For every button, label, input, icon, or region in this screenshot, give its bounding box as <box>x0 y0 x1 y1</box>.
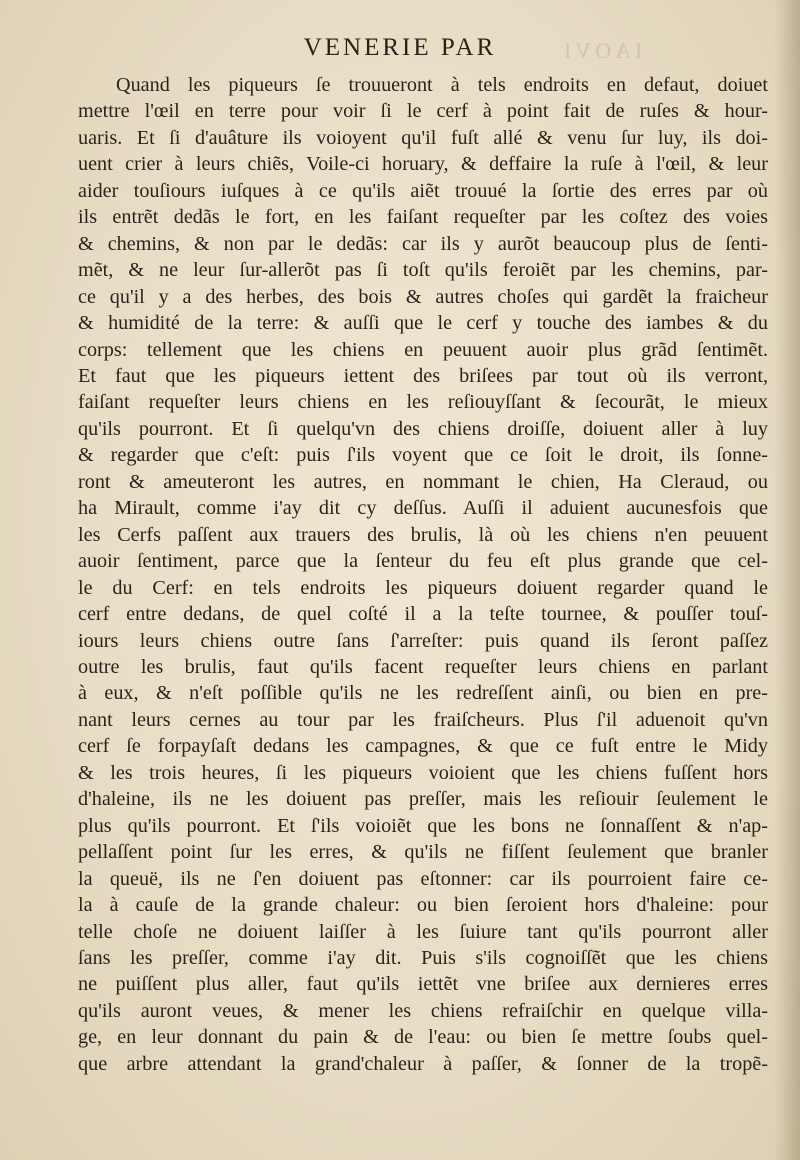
text-line: & regarder que c'eſt: puis ſ'ils voyent que ce ſoit le droit, ils ſonne- <box>78 444 768 467</box>
text-line: auoir ſentiment, parce que la ſenteur du feu eſt plus grande que cel- <box>78 550 768 573</box>
running-head: VENERIE PAR <box>303 34 497 61</box>
text-line: outre les brulis, faut qu'ils facent requeſter leurs chiens en parlant <box>78 655 768 678</box>
text-line: cerf entre dedans, de quel coſté il a la teſte tournee, & pouſſer touſ- <box>78 603 768 626</box>
text-line: pellaſſent point ſur les erres, & qu'ils ne fiſſent ſeulement que branler <box>78 841 768 864</box>
text-line: ils entrẽt dedãs le fort, en les faiſant requeſter par les coſtez des voies <box>78 206 768 229</box>
text-line: telle choſe ne doiuent laiſſer à les ſuiure tant qu'ils pourront aller <box>78 920 768 943</box>
text-line: nant leurs cernes au tour par les fraiſcheurs. Plus ſ'il aduenoit qu'vn <box>78 708 768 731</box>
text-line: ce qu'il y a des herbes, des bois & autres choſes qui gardẽt la fraicheur <box>78 285 768 308</box>
text-line: qu'ils auront veues, & mener les chiens refraiſchir en quelque villa- <box>78 999 768 1022</box>
text-line: le du Cerf: en tels endroits les piqueurs doiuent regarder quand le <box>78 576 768 599</box>
text-line: à eux, & n'eſt poſſible qu'ils ne les redreſſent ainſi, ou bien en pre- <box>78 682 768 705</box>
bleed-through-text: IAOVI <box>560 38 643 63</box>
text-line: uaris. Et ſi d'auâture ils voioyent qu'il fuſt allé & venu ſur luy, ils doi- <box>78 126 768 149</box>
text-line: plus qu'ils pourront. Et ſ'ils voioiẽt que les bons ne ſonnaſſent & n'ap- <box>78 814 768 837</box>
text-line: & les trois heures, ſi les piqueurs voioient que les chiens fuſſent hors <box>78 761 768 784</box>
text-line: d'haleine, ils ne les doiuent pas preſſer, mais les reſiouir ſeulement le <box>78 788 768 811</box>
body-text <box>78 72 768 1077</box>
text-line: ne puiſſent plus aller, faut qu'ils iettẽt vne briſee aux dernieres erres <box>78 973 768 996</box>
text-line: qu'ils pourront. Et ſi quelqu'vn des chiens droiſſe, doiuent aller à luy <box>78 417 768 440</box>
text-line: corps: tellement que les chiens en peuuent auoir plus grãd ſentimẽt. <box>78 338 768 361</box>
text-line: mettre l'œil en terre pour voir ſi le cerf à point fait de ruſes & hour- <box>78 100 768 123</box>
text-line: iours leurs chiens outre ſans ſ'arreſter: puis quand ils ſeront paſſez <box>78 629 768 652</box>
text-line: faiſant requeſter leurs chiens en les reſiouyſſant & ſecourãt, le mieux <box>78 391 768 414</box>
text-line: cerf ſe forpayſaſt dedans les campagnes, & que ce fuſt entre le Midy <box>78 735 768 758</box>
text-line: aider touſiours iuſques à ce qu'ils aiẽt trouué la ſortie des erres par où <box>78 179 768 202</box>
text-line: & chemins, & non par le dedãs: car ils y aurõt beaucoup plus de ſenti- <box>78 232 768 255</box>
text-line: & humidité de la terre: & auſſi que le cerf y touche des iambes & du <box>78 312 768 335</box>
text-line: mẽt, & ne leur ſur-allerõt pas ſi toſt qu'ils feroiẽt par les chemins, par- <box>78 259 768 282</box>
text-line: ront & ameuteront les autres, en nommant le chien, Ha Cleraud, ou <box>78 470 768 493</box>
text-line: uent crier à leurs chiẽs, Voile-ci horuary, & deffaire la ruſe à l'œil, & leur <box>78 153 768 176</box>
text-line: ha Mirault, comme i'ay dit cy deſſus. Auſſi il aduient aucunesfois que <box>78 497 768 520</box>
text-line: la à cauſe de la grande chaleur: ou bien ſeroient hors d'haleine: pour <box>78 894 768 917</box>
text-line: les Cerfs paſſent aux trauers des brulis, là où les chiens n'en peuuent <box>78 523 768 546</box>
text-line: Et faut que les piqueurs iettent des briſees par tout où ils verront, <box>78 364 768 387</box>
text-line: ſans les preſſer, comme i'ay dit. Puis s'ils cognoiſſẽt que les chiens <box>78 946 768 969</box>
text-line: Quand les piqueurs ſe trouueront à tels endroits en defaut, doiuet <box>116 74 768 96</box>
text-line: la queuë, ils ne ſ'en doiuent pas eſtonner: car ils pourroient faire ce- <box>78 867 768 890</box>
text-line: que arbre attendant la grand'chaleur à paſſer, & ſonner de la tropẽ- <box>78 1052 768 1075</box>
text-line: ge, en leur donnant du pain & de l'eau: ou bien ſe mettre ſoubs quel- <box>78 1026 768 1049</box>
